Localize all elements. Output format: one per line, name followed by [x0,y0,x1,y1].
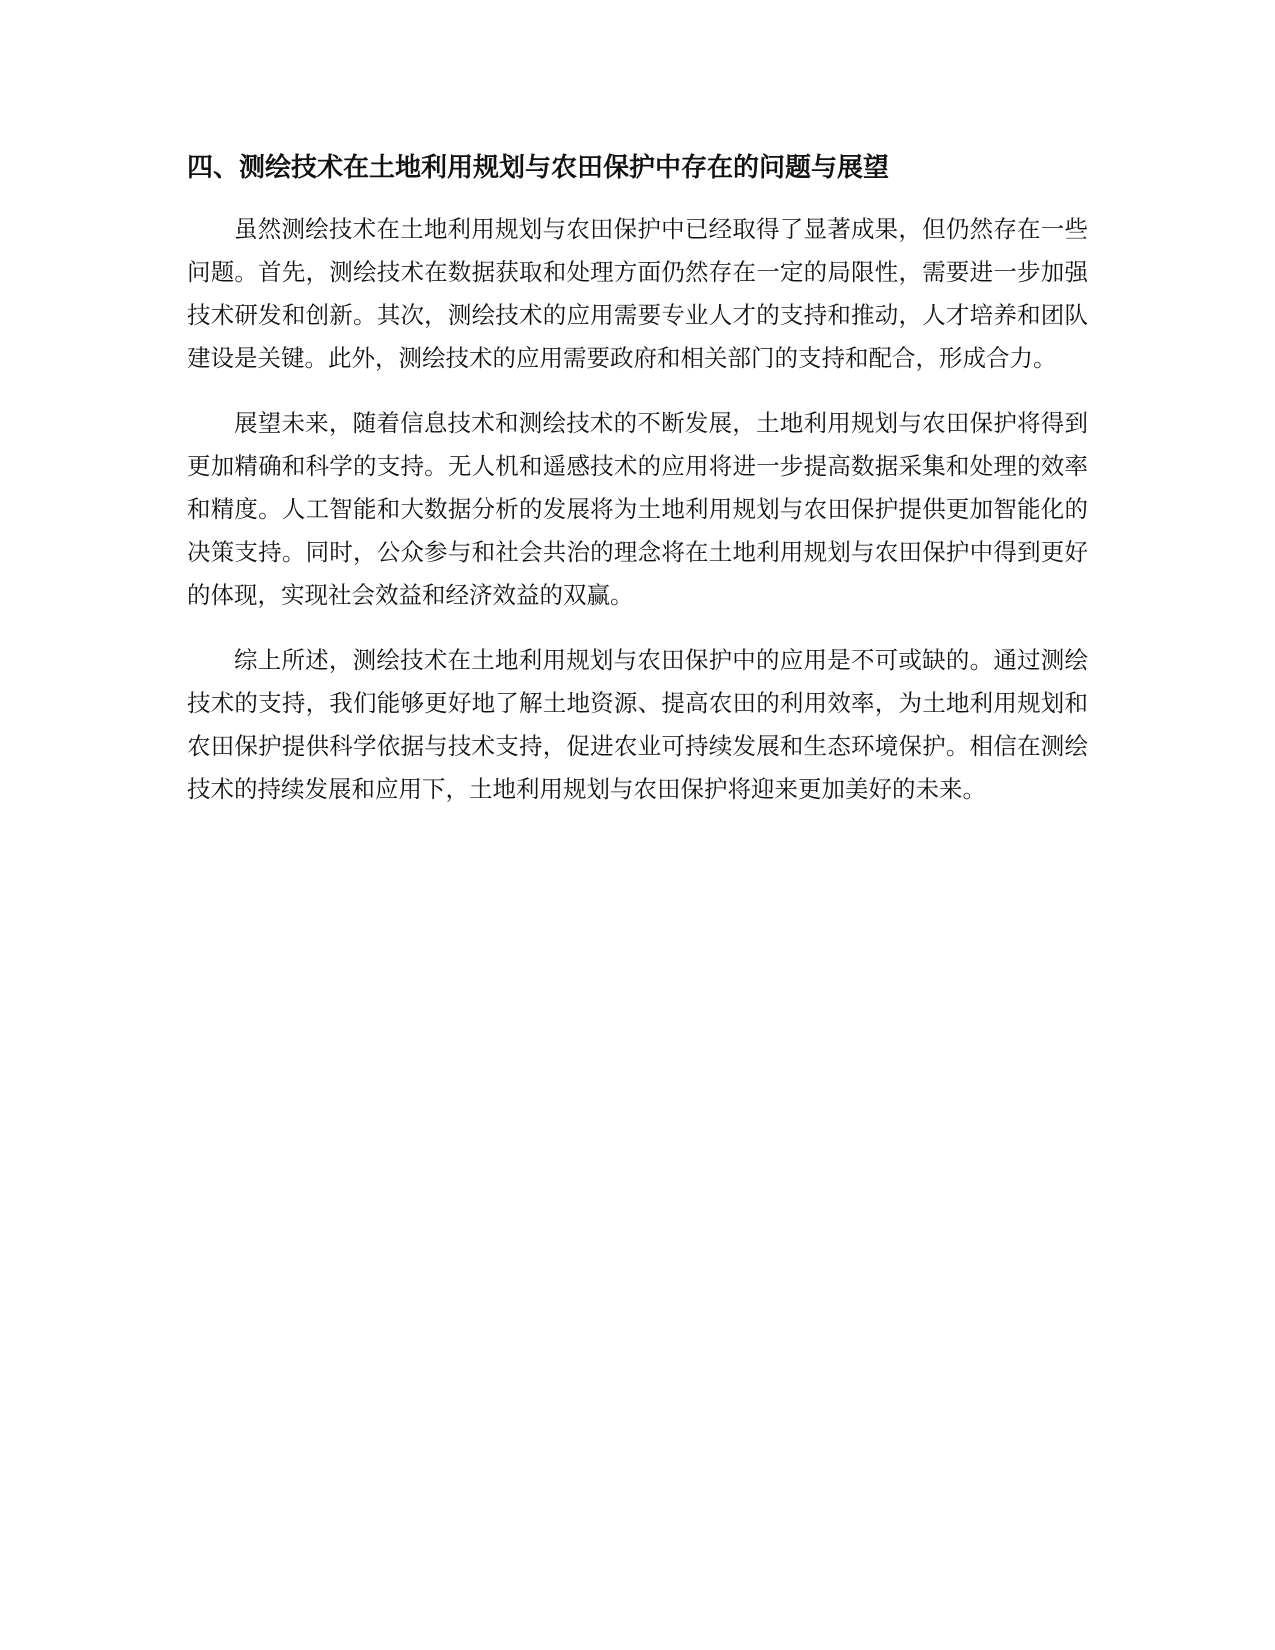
section-heading: 四、测绘技术在土地利用规划与农田保护中存在的问题与展望 [187,153,890,183]
paragraph-conclusion: 综上所述，测绘技术在土地利用规划与农田保护中的应用是不可或缺的。通过测绘技术的支持，我们能够更好地了解土地资源、提高农田的利用效率，为土地利用规划和农田保护提供科学依据与技术支持，促进农业可持续发展和生态环境保护。相信在测绘技术的持续发展和应用下，土地利用规划与农田保护将迎来更加美好的未来。 [187,646,1088,803]
paragraph-problems: 虽然测绘技术在土地利用规划与农田保护中已经取得了显著成果，但仍然存在一些问题。首先，测绘技术在数据获取和处理方面仍然存在一定的局限性，需要进一步加强技术研发和创新。其次，测绘技术的应用需要专业人才的支持和推动，人才培养和团队建设是关键。此外，测绘技术的应用需要政府和相关部门的支持和配合，形成合力。 [187,215,1088,372]
document-body [187,148,1088,833]
paragraph-outlook: 展望未来，随着信息技术和测绘技术的不断发展，土地利用规划与农田保护将得到更加精确和科学的支持。无人机和遥感技术的应用将进一步提高数据采集和处理的效率和精度。人工智能和大数据分析的发展将为土地利用规划与农田保护提供更加智能化的决策支持。同时，公众参与和社会共治的理念将在土地利用规划与农田保护中得到更好的体现，实现社会效益和经济效益的双赢。 [187,409,1088,609]
